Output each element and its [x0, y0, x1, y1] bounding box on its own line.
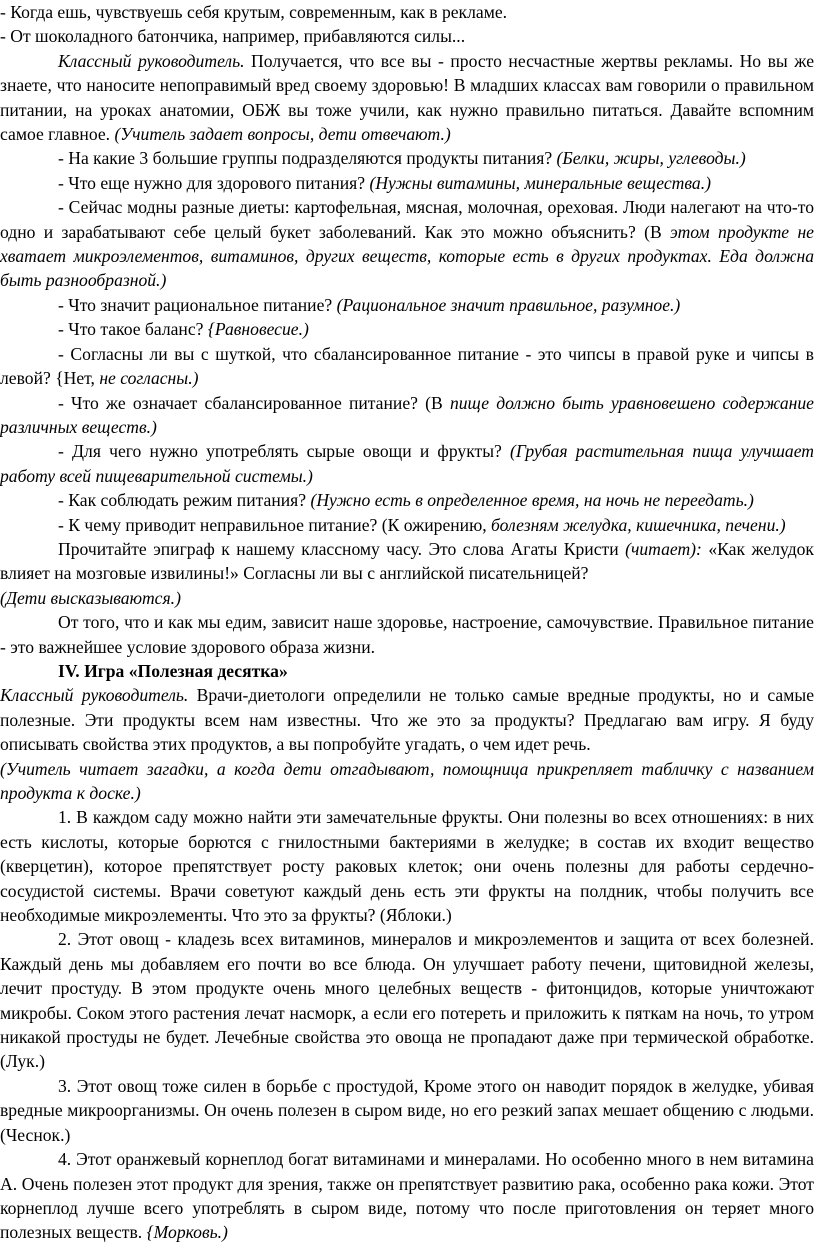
game-intro-paragraph	[0, 683, 814, 756]
epigraph-note	[0, 586, 814, 610]
intro-line: - От шоколадного батончика, например, прибавляются силы...	[0, 26, 466, 47]
riddle-text: 2. Этот овощ - кладезь всех витаминов, минералов и микроэлементов и защита от всех болезней. Каждый день мы добавляем его почти во все блюда. Он улучшает работу печени, щитовидной железы, лечит простуду. В этом продукте очень много целебных веществ - фитонцидов, которые уничтожают микробы. Соком этого растения лечат насморк, а если его потереть и приложить к пяткам на ночь, то утром никакой простуды не будет. Лечебные свойства это овоща не пропадают даже при термической обработке. (Лук.)	[0, 929, 814, 1072]
answer-plain: (В	[425, 392, 450, 413]
question: - Что такое баланс?	[58, 319, 208, 340]
paragraph-text: Получается, что все вы - просто несчастные жертвы рекламы. Но вы же знаете, что наносите непоправимый вред своему здоровью! В младших классах вам говорили о правильном питании, на уроках анатомии, ОБЖ вы тоже учили, как нужно правильно питаться. Давайте вспомним самое главное.	[0, 50, 814, 145]
answer: не согласны.)	[99, 368, 199, 389]
question: - Как соблюдать режим питания?	[58, 490, 311, 511]
riddle-text: 1. В каждом саду можно найти эти замечательные фрукты. Они полезны во всех отношениях: в них есть кислоты, которые борются с гнилостными бактериями в желудке; в состав их входит вещество (кверцетин), которое препятствует росту раковых клеток; они очень полезны для работы сердечно-сосудистой системы. Врачи советуют каждый день есть эти фрукты на полдник, чтобы получить все необходимые микроэлементы. Что это за фрукты? (Яблоки.)	[0, 807, 814, 926]
epigraph-quote: «Как желудок влияет на мозговые извилины!» Согласны ли вы с английской писательницей?	[0, 538, 814, 584]
qa-item	[0, 317, 814, 341]
answer-plain: {Нет,	[55, 368, 100, 389]
answer: этом продукте не хватает микроэлементов, витаминов, других веществ, которые есть в других продуктах. Еда должна быть разнообразной.)	[0, 221, 814, 291]
qa-item	[0, 146, 814, 170]
riddle	[0, 1147, 814, 1245]
qa-item	[0, 293, 814, 317]
qa-item	[0, 391, 814, 440]
answer: (Рациональное значит правильное, разумное.)	[336, 294, 681, 315]
question: - К чему приводит неправильное питание?	[58, 514, 382, 535]
stage-direction: (Дети высказываются.)	[0, 587, 181, 608]
summary-paragraph: От того, что и как мы едим, зависит наше здоровье, настроение, самочувствие. Правильное питание - это важнейшее условие здорового образа жизни.	[0, 612, 814, 657]
stage-direction: (Учитель задает вопросы, дети отвечают.)	[114, 124, 451, 145]
stage-direction: (читает):	[625, 538, 702, 559]
paragraph-text: Прочитайте эпиграф к нашему классному часу. Это слова Агаты Кристи	[58, 538, 626, 559]
qa-item	[0, 342, 814, 391]
epigraph-paragraph	[0, 537, 814, 586]
qa-item	[0, 513, 814, 537]
riddle	[0, 805, 814, 927]
question: - На какие 3 большие группы подразделяются продукты питания?	[58, 148, 557, 169]
question: - Что значит рациональное питание?	[58, 294, 337, 315]
qa-item	[0, 171, 814, 195]
qa-item	[0, 488, 814, 512]
qa-item	[0, 195, 814, 293]
answer-plain: (В	[644, 221, 671, 242]
riddle-answer: {Морковь.)	[146, 1222, 228, 1243]
answer: {Равновесие.)	[207, 319, 309, 340]
question: - Сейчас модны разные диеты: картофельная, мясная, молочная, ореховая. Люди налегают на что-то одно и зарабатывают себе целый букет заболеваний. Как это можно объяснить?	[0, 197, 814, 242]
question: - Для чего нужно употреблять сырые овощи и фрукты?	[58, 441, 511, 462]
riddle-text: 4. Этот оранжевый корнеплод богат витаминами и минералами. Но особенно много в нем витамина А. Очень полезен этот продукт для зрения, также он препятствует развитию рака, особенно рака кожи. Этот корнеплод лучше всего употреблять в сыром виде, потому что после приготовления он теряет много полезных веществ.	[0, 1149, 814, 1243]
question: - Что еще нужно для здорового питания?	[58, 172, 370, 193]
speaker-label: Классный руководитель.	[0, 685, 189, 706]
qa-item	[0, 439, 814, 488]
answer: (Нужно есть в определенное время, на ночь не переедать.)	[310, 490, 754, 511]
paragraph-text: Врачи-диетологи определили не только самые вредные продукты, но и самые полезные. Эти продукты всем нам известны. Что же это за продукты? Предлагаю вам игру. Я буду описывать свойства этих продуктов, а вы попробуйте угадать, о чем идет речь.	[0, 685, 815, 755]
section-heading: IV. Игра «Полезная десятка»	[58, 660, 288, 681]
answer: (Белки, жиры, углеводы.)	[556, 148, 746, 169]
answer: (Грубая растительная пища улучшает работу всей пищеварительной системы.)	[0, 441, 814, 486]
question: - Согласны ли вы с шуткой, что сбалансированное питание - это чипсы в правой руке и чипсы в левой?	[0, 343, 814, 389]
game-stage-direction	[0, 757, 814, 806]
answer: (Нужны витамины, минеральные вещества.)	[369, 172, 711, 193]
riddle	[0, 1074, 814, 1147]
teacher-intro-paragraph	[0, 49, 814, 147]
speaker-label: Классный руководитель.	[58, 50, 245, 71]
answer: болезням желудка, кишечника, печени.)	[491, 514, 786, 535]
intro-line: - Когда ешь, чувствуешь себя крутым, современным, как в рекламе.	[0, 2, 508, 22]
riddle-text: 3. Этот овощ тоже силен в борьбе с простудой, Кроме этого он наводит порядок в желудке, убивая вредные микроорганизмы. Он очень полезен в сыром виде, но его резкий запах мешает общению с людьми. (Чеснок.)	[0, 1075, 814, 1145]
answer-plain: (К ожирению,	[381, 514, 492, 535]
answer: пище должно быть уравновешено содержание различных веществ.)	[0, 392, 814, 437]
question: - Что же означает сбалансированное питание?	[58, 392, 426, 413]
riddle	[0, 927, 814, 1073]
stage-direction: (Учитель читает загадки, а когда дети отгадывают, помощница прикрепляет табличку с названием продукта к доске.)	[0, 758, 814, 803]
